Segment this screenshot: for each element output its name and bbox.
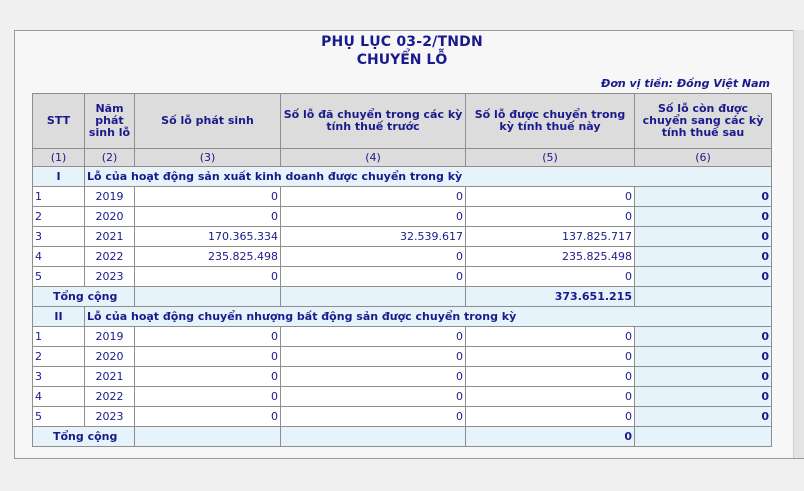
row-stt: 4 xyxy=(33,387,85,407)
row-year: 2023 xyxy=(85,267,135,287)
row-stt: 2 xyxy=(33,207,85,227)
col-number: (6) xyxy=(635,149,772,167)
now-input[interactable]: 137.825.717 xyxy=(466,227,635,247)
loss-input[interactable]: 0 xyxy=(135,347,281,367)
table-row xyxy=(33,227,772,247)
row-stt: 1 xyxy=(33,187,85,207)
prev-input[interactable]: 0 xyxy=(281,347,466,367)
section-header xyxy=(33,167,772,187)
total-label: Tổng cộng xyxy=(33,427,135,447)
header-year: Năm phát sinh lỗ xyxy=(85,94,135,149)
loss-transfer-table xyxy=(32,93,772,447)
section-header xyxy=(33,307,772,327)
col-number: (2) xyxy=(85,149,135,167)
loss-input[interactable]: 0 xyxy=(135,267,281,287)
total-cell xyxy=(281,427,466,447)
table-row xyxy=(33,267,772,287)
total-cell xyxy=(135,427,281,447)
prev-input[interactable]: 0 xyxy=(281,267,466,287)
loss-input[interactable]: 0 xyxy=(135,387,281,407)
row-year: 2022 xyxy=(85,387,135,407)
table-row xyxy=(33,247,772,267)
section-roman: I xyxy=(33,167,85,187)
now-input[interactable]: 0 xyxy=(466,207,635,227)
prev-input[interactable]: 0 xyxy=(281,187,466,207)
total-cell xyxy=(135,287,281,307)
section-label: Lỗ của hoạt động chuyển nhượng bất động sản được chuyển trong kỳ xyxy=(85,307,772,327)
total-row xyxy=(33,287,772,307)
remain-value: 0 xyxy=(635,347,772,367)
row-year: 2021 xyxy=(85,227,135,247)
now-input[interactable]: 0 xyxy=(466,407,635,427)
col-number: (5) xyxy=(466,149,635,167)
row-year: 2023 xyxy=(85,407,135,427)
prev-input[interactable]: 0 xyxy=(281,407,466,427)
prev-input[interactable]: 32.539.617 xyxy=(281,227,466,247)
header-loss: Số lỗ phát sinh xyxy=(135,94,281,149)
table-row xyxy=(33,347,772,367)
total-transferred-now: 373.651.215 xyxy=(466,287,635,307)
page-subtitle: CHUYỂN LỖ xyxy=(356,52,448,68)
table-row xyxy=(33,207,772,227)
page-title: PHỤ LỤC 03-2/TNDN xyxy=(321,34,483,50)
section-roman: II xyxy=(33,307,85,327)
currency-unit: Đơn vị tiền: Đồng Việt Nam xyxy=(601,77,770,90)
now-input[interactable]: 0 xyxy=(466,347,635,367)
section-label: Lỗ của hoạt động sản xuất kinh doanh được chuyển trong kỳ xyxy=(85,167,772,187)
now-input[interactable]: 0 xyxy=(466,387,635,407)
row-stt: 1 xyxy=(33,327,85,347)
prev-input[interactable]: 0 xyxy=(281,387,466,407)
now-input[interactable]: 0 xyxy=(466,267,635,287)
total-row xyxy=(33,427,772,447)
remain-value: 0 xyxy=(635,227,772,247)
row-stt: 4 xyxy=(33,247,85,267)
col-number: (1) xyxy=(33,149,85,167)
total-transferred-now: 0 xyxy=(466,427,635,447)
row-year: 2020 xyxy=(85,347,135,367)
row-stt: 2 xyxy=(33,347,85,367)
remain-value: 0 xyxy=(635,327,772,347)
prev-input[interactable]: 0 xyxy=(281,327,466,347)
prev-input[interactable]: 0 xyxy=(281,367,466,387)
col-number: (4) xyxy=(281,149,466,167)
row-year: 2019 xyxy=(85,187,135,207)
header-stt: STT xyxy=(33,94,85,149)
col-number: (3) xyxy=(135,149,281,167)
table-row xyxy=(33,327,772,347)
row-stt: 5 xyxy=(33,267,85,287)
now-input[interactable]: 235.825.498 xyxy=(466,247,635,267)
table-row xyxy=(33,387,772,407)
vertical-scrollbar[interactable] xyxy=(793,30,804,470)
total-label: Tổng cộng xyxy=(33,287,135,307)
prev-input[interactable]: 0 xyxy=(281,247,466,267)
remain-value: 0 xyxy=(635,267,772,287)
remain-value: 0 xyxy=(635,387,772,407)
remain-value: 0 xyxy=(635,187,772,207)
loss-input[interactable]: 0 xyxy=(135,207,281,227)
loss-input[interactable]: 0 xyxy=(135,187,281,207)
row-stt: 5 xyxy=(33,407,85,427)
remain-value: 0 xyxy=(635,247,772,267)
row-year: 2021 xyxy=(85,367,135,387)
remain-value: 0 xyxy=(635,407,772,427)
row-stt: 3 xyxy=(33,227,85,247)
loss-input[interactable]: 0 xyxy=(135,367,281,387)
loss-input[interactable]: 235.825.498 xyxy=(135,247,281,267)
total-cell xyxy=(281,287,466,307)
loss-input[interactable]: 0 xyxy=(135,327,281,347)
row-stt: 3 xyxy=(33,367,85,387)
row-year: 2022 xyxy=(85,247,135,267)
loss-input[interactable]: 0 xyxy=(135,407,281,427)
now-input[interactable]: 0 xyxy=(466,367,635,387)
now-input[interactable]: 0 xyxy=(466,327,635,347)
top-area xyxy=(0,0,804,30)
bottom-area xyxy=(14,458,804,491)
prev-input[interactable]: 0 xyxy=(281,207,466,227)
table-row xyxy=(33,367,772,387)
remain-value: 0 xyxy=(635,207,772,227)
header-transferred-prev: Số lỗ đã chuyển trong các kỳ tính thuế trước xyxy=(281,94,466,149)
row-year: 2020 xyxy=(85,207,135,227)
remain-value: 0 xyxy=(635,367,772,387)
loss-input[interactable]: 170.365.334 xyxy=(135,227,281,247)
total-cell xyxy=(635,427,772,447)
row-year: 2019 xyxy=(85,327,135,347)
table-row xyxy=(33,407,772,427)
header-transferred-now: Số lỗ được chuyển trong kỳ tính thuế này xyxy=(466,94,635,149)
total-cell xyxy=(635,287,772,307)
header-remaining: Số lỗ còn được chuyển sang các kỳ tính thuế sau xyxy=(635,94,772,149)
now-input[interactable]: 0 xyxy=(466,187,635,207)
table-row xyxy=(33,187,772,207)
